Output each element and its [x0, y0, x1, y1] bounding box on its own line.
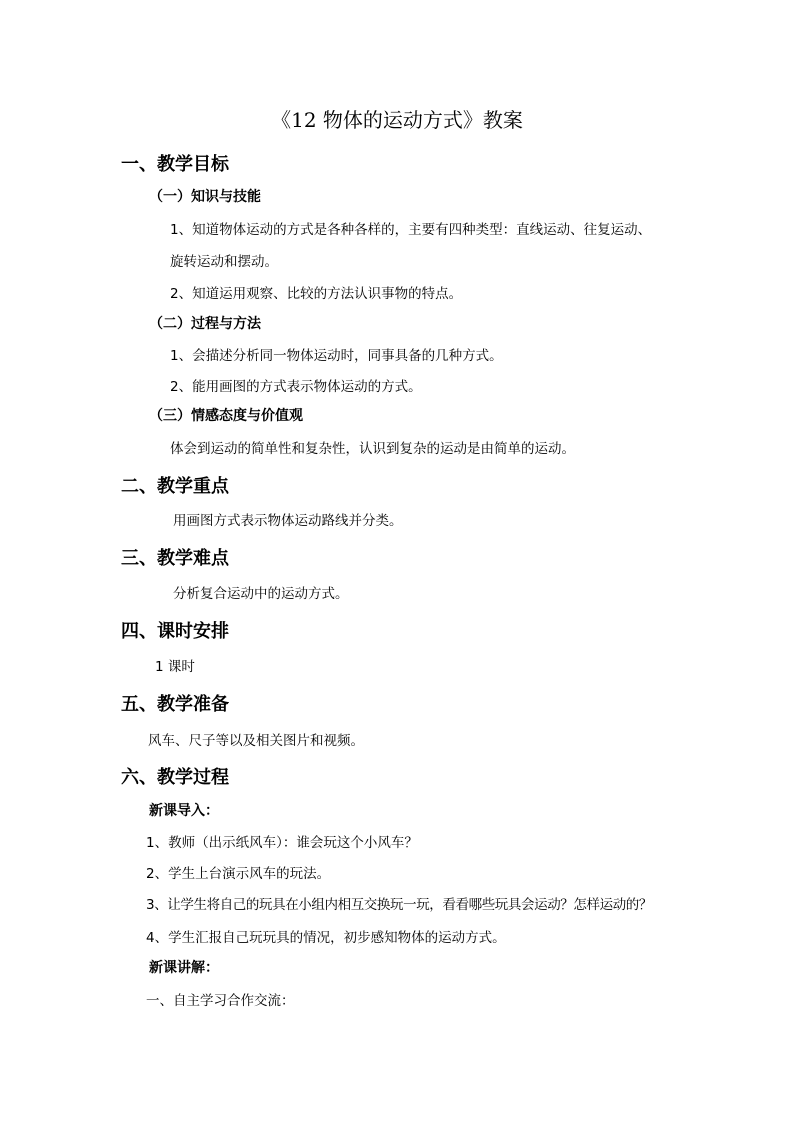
paragraph-difficulty: 分析复合运动中的运动方式。	[173, 586, 349, 602]
paragraph-attitude-1: 体会到运动的简单性和复杂性，认识到复杂的运动是由简单的运动。	[170, 441, 575, 457]
paragraph-schedule: 1 课时	[155, 659, 195, 675]
section-heading-key-point: 二、教学重点	[121, 476, 229, 497]
paragraph-lecture-1: 一、自主学习合作交流：	[146, 993, 295, 1009]
subheading-attitude: （三）情感态度与价值观	[149, 408, 303, 424]
document-title: 《12 物体的运动方式》教案	[271, 108, 523, 132]
section-heading-schedule: 四、课时安排	[121, 621, 229, 642]
paragraph-knowledge-2: 2、知道运用观察、比较的方法认识事物的特点。	[170, 286, 463, 302]
section-heading-process: 六、教学过程	[121, 767, 229, 788]
paragraph-intro-1: 1、教师（出示纸风车）：谁会玩这个小风车？	[146, 835, 418, 851]
paragraph-preparation: 风车、尺子等以及相关图片和视频。	[148, 733, 364, 749]
paragraph-knowledge-1a: 1、知道物体运动的方式是各种各样的，主要有四种类型：直线运动、往复运动、	[170, 222, 652, 238]
subheading-lecture: 新课讲解：	[149, 960, 219, 976]
paragraph-intro-4: 4、学生汇报自己玩玩具的情况，初步感知物体的运动方式。	[146, 930, 506, 946]
section-heading-goals: 一、教学目标	[121, 154, 229, 175]
paragraph-process-1: 1、会描述分析同一物体运动时，同事具备的几种方式。	[170, 348, 503, 364]
paragraph-intro-3: 3、让学生将自己的玩具在小组内相互交换玩一玩，看看哪些玩具会运动？怎样运动的？	[146, 897, 652, 913]
paragraph-process-2: 2、能用画图的方式表示物体运动的方式。	[170, 379, 422, 395]
section-heading-preparation: 五、教学准备	[121, 694, 229, 715]
section-heading-difficulty: 三、教学难点	[121, 548, 229, 569]
subheading-process: （二）过程与方法	[149, 316, 261, 332]
subheading-intro: 新课导入：	[149, 803, 219, 819]
paragraph-key-point: 用画图方式表示物体运动路线并分类。	[173, 513, 403, 529]
subheading-knowledge: （一）知识与技能	[149, 189, 261, 205]
paragraph-intro-2: 2、学生上台演示风车的玩法。	[146, 866, 331, 882]
paragraph-knowledge-1b: 旋转运动和摆动。	[170, 254, 278, 270]
